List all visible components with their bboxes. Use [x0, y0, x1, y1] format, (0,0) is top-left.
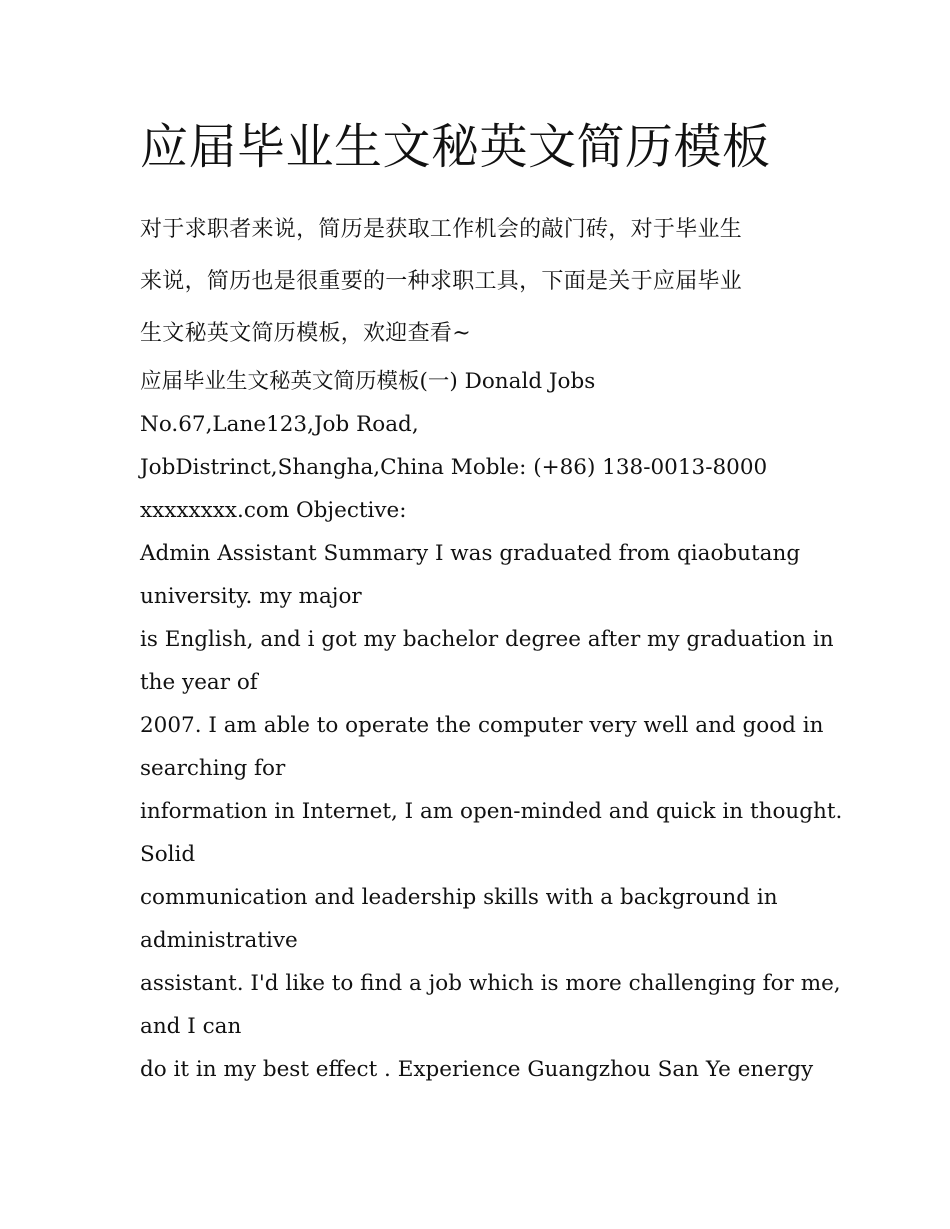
intro-line: 对于求职者来说，简历是获取工作机会的敲门砖，对于毕业生 — [140, 217, 743, 242]
summary-line: communication and leadership skills with a background in — [140, 885, 778, 910]
document-title: 应届毕业生文秘英文简历模板 — [140, 119, 771, 175]
experience-line: do it in my best effect . Experience Guangzhou San Ye energy — [140, 1057, 814, 1082]
intro-line: 来说，简历也是很重要的一种求职工具，下面是关于应届毕业 — [140, 269, 743, 294]
summary-line: Solid — [140, 842, 196, 867]
summary-line: university. my major — [140, 584, 362, 609]
summary-line: 2007. I am able to operate the computer very well and good in — [140, 713, 824, 738]
summary-line: the year of — [140, 670, 258, 695]
summary-line: and I can — [140, 1014, 242, 1039]
summary-line: searching for — [140, 756, 286, 781]
summary-line: is English, and i got my bachelor degree after my graduation in — [140, 627, 834, 652]
resume-heading-line: 应届毕业生文秘英文简历模板(一) Donald Jobs — [140, 369, 596, 394]
intro-line: 生文秘英文简历模板，欢迎查看~ — [140, 321, 471, 346]
resume-body — [140, 360, 843, 1091]
summary-line: assistant. I'd like to find a job which is more challenging for me, — [140, 971, 841, 996]
address-line: No.67,Lane123,Job Road, — [140, 412, 419, 437]
summary-line: administrative — [140, 928, 298, 953]
intro-paragraph — [140, 204, 830, 360]
summary-line: information in Internet, I am open-minded and quick in thought. — [140, 799, 843, 824]
document-page — [140, 112, 843, 1091]
contact-line: JobDistrinct,Shangha,China Moble: (+86) 138-0013-8000 — [140, 455, 768, 480]
summary-line: Admin Assistant Summary I was graduated from qiaobutang — [140, 541, 801, 566]
email-objective-line: xxxxxxxx.com Objective: — [140, 498, 407, 523]
